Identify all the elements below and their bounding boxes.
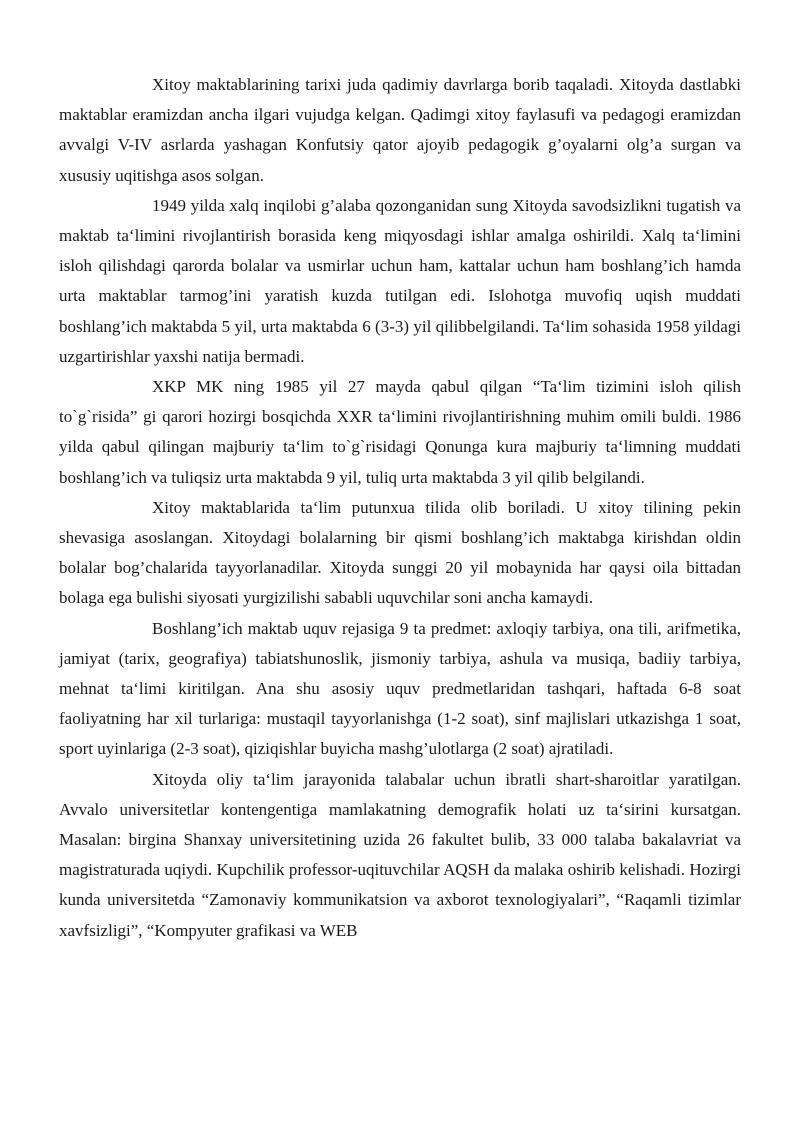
paragraph-3: XKP MK ning 1985 yil 27 mayda qabul qilgan “Ta‘lim tizimini isloh qilish to`g`risida” gi qarori hozirgi bosqichda XXR ta‘limini rivojlantirishning muhim omili buldi. 1986 yilda qabul qilingan majburiy ta‘lim to`g`risidagi Qonunga kura majburiy ta‘limning muddati boshlang’ich va tuliqsiz urta maktabda 9 yil, tuliq urta maktabda 3 yil qilib belgilandi. [59,377,741,487]
paragraph-2: 1949 yilda xalq inqilobi g’alaba qozonganidan sung Xitoyda savodsizlikni tugatish va maktab ta‘limini rivojlantirish borasida keng miqyosdagi ishlar amalga oshirildi. Xalq ta‘limini isloh qilishdagi qarorda bolalar va usmirlar uchun ham, kattalar uchun ham boshlang’ich hamda urta maktablar tarmog’ini yaratish kuzda tutilgan edi. Islohotga muvofiq uqish muddati boshlang’ich maktabda 5 yil, urta maktabda 6 (3-3) yil qilibbelgilandi. Ta‘lim sohasida 1958 yildagi uzgartirishlar yaxshi natija bermadi. [59,195,741,366]
document-page [59,70,741,946]
paragraph-6: Xitoyda oliy ta‘lim jarayonida talabalar uchun ibratli shart-sharoitlar yaratilgan. Avvalo universitetlar kontengentiga mamlakatning demografik holati uz ta‘sirini kursatgan. Masalan: birgina Shanxay universitetining uzida 26 fakultet bulib, 33 000 talaba bakalavriat va magistraturada uqiydi. Kupchilik professor-uqituvchilar AQSH da malaka oshirib kelishadi. Hozirgi kunda universitetda “Zamonaviy kommunikatsion va axborot texnologiyalari”, “Raqamli tizimlar xavfsizligi”, “Kompyuter grafikasi va WEB [59,769,741,940]
paragraph-1: Xitoy maktablarining tarixi juda qadimiy davrlarga borib taqaladi. Xitoyda dastlabki maktablar eramizdan ancha ilgari vujudga kelgan. Qadimgi xitoy faylasufi va pedagogi eramizdan avvalgi V-IV asrlarda yashagan Konfutsiy qator ajoyib pedagogik g’oyalarni olg’a surgan va xususiy uqitishga asos solgan. [59,75,741,185]
paragraph-5: Boshlang’ich maktab uquv rejasiga 9 ta predmet: axloqiy tarbiya, ona tili, arifmetika, jamiyat (tarix, geografiya) tabiatshunoslik, jismoniy tarbiya, ashula va musiqa, badiiy tarbiya, mehnat ta‘limi kiritilgan. Ana shu asosiy uquv predmetlaridan tashqari, haftada 6-8 soat faoliyatning har xil turlariga: mustaqil tayyorlanishga (1-2 soat), sinf majlislari utkazishga 1 soat, sport uyinlariga (2-3 soat), qiziqishlar buyicha mashg’ulotlarga (2 soat) ajratiladi. [59,618,741,759]
paragraph-4: Xitoy maktablarida ta‘lim putunxua tilida olib boriladi. U xitoy tilining pekin shevasiga asoslangan. Xitoydagi bolalarning bir qismi boshlang’ich maktabga kirishdan oldin bolalar bog’chalarida tayyorlanadilar. Xitoyda sunggi 20 yil mobaynida har qaysi oila bittadan bolaga ega bulishi siyosati yurgizilishi sababli uquvchilar soni ancha kamaydi. [59,497,741,608]
